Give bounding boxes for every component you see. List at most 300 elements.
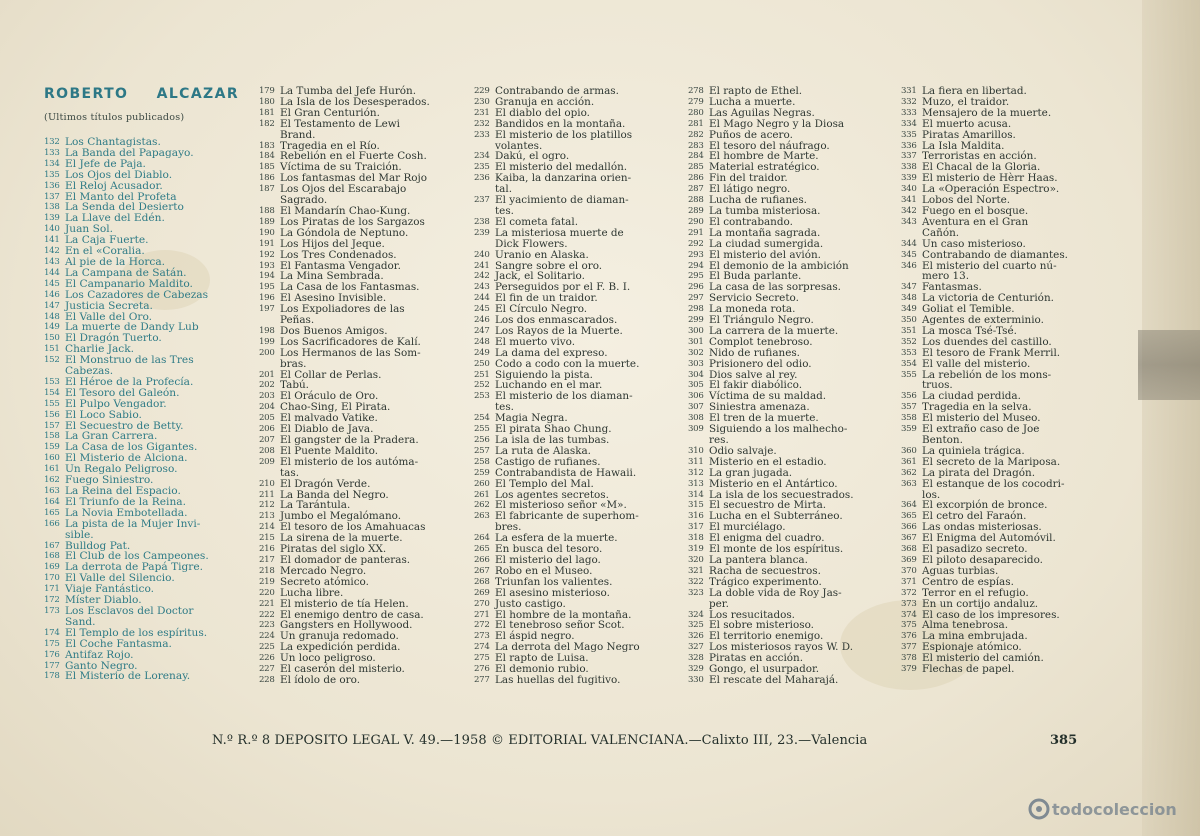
issue-title: Granuja en acción.: [495, 95, 595, 108]
issue-title: La victoria de Centurión.: [922, 292, 1054, 305]
issue-number: 333: [901, 107, 917, 118]
issue-number: 241: [474, 260, 490, 271]
issue-number: 195: [259, 282, 275, 293]
issue-title: Luchando en el mar.: [495, 379, 603, 392]
issue-number: 338: [901, 162, 917, 173]
issue-number: 242: [474, 271, 490, 282]
issue-number: 135: [44, 169, 60, 180]
issue-title: El hombre de Marte.: [709, 150, 819, 163]
issue-number: 375: [901, 620, 917, 631]
issue-title: La montaña sagrada.: [709, 226, 821, 239]
issue-number: 189: [259, 216, 275, 227]
issue-number: 357: [901, 402, 917, 413]
list-item: [259, 468, 464, 479]
issue-number: 370: [901, 565, 917, 576]
column-entries: [688, 86, 898, 686]
issue-number: 165: [44, 507, 60, 518]
issue-number: 341: [901, 195, 917, 206]
issue-number: 243: [474, 282, 490, 293]
issue-title: La quiniela trágica.: [922, 444, 1025, 457]
list-item: [259, 479, 464, 490]
issue-number: 353: [901, 347, 917, 358]
issue-title: Servicio Secreto.: [709, 292, 799, 305]
list-item: [259, 250, 464, 261]
issue-title: Fuego en el bosque.: [922, 204, 1029, 217]
issue-number: 319: [688, 544, 704, 555]
issue-title: El excorpión de bronce.: [922, 499, 1048, 512]
issue-number: 223: [259, 620, 275, 631]
issue-title: Gangsters en Hollywood.: [280, 619, 413, 632]
issue-title: El Club de los Campeones.: [65, 550, 209, 563]
issue-title: La Isla de los Desesperados.: [280, 95, 430, 108]
issue-number: 311: [688, 456, 704, 467]
issue-number: 264: [474, 533, 490, 544]
issue-number: 351: [901, 325, 917, 336]
issue-number: 307: [688, 402, 704, 413]
issue-title: Jumbo el Megalómano.: [280, 510, 402, 523]
list-item: [901, 359, 1111, 370]
list-item: [44, 181, 244, 192]
issue-title: Cabezas.: [65, 365, 114, 378]
issue-number: 290: [688, 216, 704, 227]
issue-title: Los agentes secretos.: [495, 488, 609, 501]
issue-number: 186: [259, 173, 275, 184]
issue-title: La Gran Carrera.: [65, 430, 158, 443]
issue-number: 334: [901, 118, 917, 129]
issue-number: 151: [44, 344, 60, 355]
issue-title: La Banda del Negro.: [280, 488, 389, 501]
issue-title: El diablo del opio.: [495, 106, 590, 119]
list-item: [44, 519, 244, 530]
issue-title: La Senda del Desierto: [65, 201, 184, 214]
issue-number: 349: [901, 304, 917, 315]
issue-number: 355: [901, 369, 917, 380]
issue-number: 298: [688, 304, 704, 315]
column-4: [688, 86, 898, 686]
list-item: [44, 650, 244, 661]
issue-number: 183: [259, 140, 275, 151]
issue-number: 178: [44, 671, 60, 682]
issue-number: 208: [259, 445, 275, 456]
page-number: 385: [1050, 733, 1078, 748]
issue-title: La carrera de la muerte.: [709, 324, 839, 337]
issue-number: 137: [44, 191, 60, 202]
issue-number: 210: [259, 478, 275, 489]
issue-title: El Loco Sabio.: [65, 408, 142, 421]
issue-number: 220: [259, 587, 275, 598]
issue-title: Terroristas en acción.: [922, 150, 1037, 163]
issue-number: 350: [901, 315, 917, 326]
issue-number: 175: [44, 638, 60, 649]
issue-number: 302: [688, 347, 704, 358]
issue-title: Piratas Amarillos.: [922, 128, 1016, 141]
issue-title: Racha de secuestros.: [709, 564, 821, 577]
issue-title: Sangre sobre el oro.: [495, 259, 603, 272]
issue-title: Prisionero del odio.: [709, 357, 812, 370]
column-2: [259, 86, 464, 686]
issue-title: El Mago Negro y la Diosa: [709, 117, 845, 130]
issue-number: 185: [259, 162, 275, 173]
issue-number: 145: [44, 278, 60, 289]
issue-title: Alma tenebrosa.: [922, 619, 1009, 632]
issue-number: 134: [44, 158, 60, 169]
issue-title: El valle del misterio.: [922, 357, 1031, 370]
issue-title: los.: [922, 488, 941, 501]
issue-number: 171: [44, 584, 60, 595]
list-item: [474, 239, 684, 250]
issue-title: El territorio enemigo.: [709, 630, 824, 643]
list-item: [44, 290, 244, 301]
issue-title: En busca del tesoro.: [495, 543, 603, 556]
issue-title: El murciélago.: [709, 521, 786, 534]
list-item: [259, 588, 464, 599]
issue-number: 205: [259, 413, 275, 424]
issue-number: 368: [901, 544, 917, 555]
issue-title: bras.: [280, 357, 307, 370]
issue-number: 335: [901, 129, 917, 140]
issue-title: El látigo negro.: [709, 183, 791, 196]
issue-title: Lucha en el Subterráneo.: [709, 510, 843, 523]
issue-title: El fakir diabólico.: [709, 379, 803, 392]
issue-title: El secreto de la Mariposa.: [922, 455, 1061, 468]
issue-title: El gangster de la Pradera.: [280, 434, 419, 446]
issue-number: 169: [44, 562, 60, 573]
issue-title: Los Ojos del Escarabajo: [280, 183, 407, 196]
issue-title: Los Piratas de los Sargazos: [280, 215, 425, 228]
issue-number: 376: [901, 631, 917, 642]
list-item: [901, 468, 1111, 479]
issue-title: La moneda rota.: [709, 303, 796, 316]
issue-title: El malvado Vatike.: [280, 412, 378, 425]
issue-title: Agentes de exterminio.: [922, 314, 1044, 327]
issue-title: Los dos enmascarados.: [495, 314, 618, 327]
issue-number: 339: [901, 173, 917, 184]
issue-title: Lucha de rufianes.: [709, 194, 807, 207]
issue-number: 276: [474, 664, 490, 675]
issue-number: 267: [474, 565, 490, 576]
issue-title: Los misteriosos rayos W. D.: [709, 641, 854, 654]
issue-title: El sobre misterioso.: [709, 619, 814, 632]
issue-number: 275: [474, 653, 490, 664]
issue-title: Los Cazadores de Cabezas: [65, 288, 209, 301]
issue-title: Charlie Jack.: [65, 343, 135, 356]
issue-number: 293: [688, 249, 704, 260]
issue-title: La Casa de los Fantasmas.: [280, 281, 420, 294]
issue-number: 160: [44, 453, 60, 464]
issue-title: La pirata del Dragón.: [922, 466, 1036, 479]
list-item: [688, 119, 898, 130]
column-entries: [44, 137, 244, 682]
issue-title: El yacimiento de diaman-: [495, 194, 629, 207]
issue-title: El Mandarín Chao-Kung.: [280, 204, 411, 217]
issue-title: Contrabando de armas.: [495, 85, 619, 97]
issue-title: El pirata Shao Chung.: [495, 423, 612, 436]
issue-number: 152: [44, 355, 60, 366]
issue-number: 229: [474, 86, 490, 96]
issue-title: El Pulpo Vengador.: [65, 397, 167, 410]
issue-number: 167: [44, 540, 60, 551]
list-item: [44, 639, 244, 650]
issue-number: 230: [474, 96, 490, 107]
issue-title: La Campana de Satán.: [65, 266, 187, 279]
list-item: [688, 468, 898, 479]
issue-title: Lucha a muerte.: [709, 95, 796, 108]
legal-footer: N.º R.º 8 DEPOSITO LEGAL V. 49.—1958 © EDITORIAL VALENCIANA.—Calixto III, 23.—Valencia: [212, 733, 868, 748]
issue-number: 193: [259, 260, 275, 271]
issue-title: Las Aguilas Negras.: [709, 106, 815, 119]
issue-number: 225: [259, 642, 275, 653]
issue-number: 247: [474, 325, 490, 336]
issue-title: Uranio en Alaska.: [495, 248, 589, 261]
issue-number: 246: [474, 315, 490, 326]
issue-number: 200: [259, 347, 275, 358]
issue-number: 177: [44, 660, 60, 671]
issue-title: El misterio del camión.: [922, 652, 1044, 665]
issue-title: Sand.: [65, 615, 96, 628]
issue-title: El asesino misterioso.: [495, 586, 610, 599]
issue-number: 226: [259, 653, 275, 664]
issue-number: 296: [688, 282, 704, 293]
issue-title: El Valle del Oro.: [65, 310, 153, 323]
issue-number: 143: [44, 256, 60, 267]
issue-number: 315: [688, 500, 704, 511]
issue-number: 297: [688, 293, 704, 304]
issue-number: 342: [901, 205, 917, 216]
issue-title: sible.: [65, 528, 94, 541]
issue-title: El muerto acusa.: [922, 117, 1012, 130]
issue-number: 268: [474, 576, 490, 587]
issue-number: 184: [259, 151, 275, 162]
issue-title: tal.: [495, 183, 512, 196]
issue-number: 261: [474, 489, 490, 500]
issue-number: 373: [901, 598, 917, 609]
issue-title: Jack, el Solitario.: [495, 270, 585, 283]
issue-title: La pista de la Mujer Invi-: [65, 517, 201, 530]
issue-title: La Isla Maldita.: [922, 139, 1005, 152]
issue-number: 196: [259, 293, 275, 304]
issue-number: 306: [688, 391, 704, 402]
issue-number: 358: [901, 413, 917, 424]
issue-number: 279: [688, 96, 704, 107]
issue-number: 347: [901, 282, 917, 293]
issue-title: El Templo de los espíritus.: [65, 626, 208, 639]
issue-title: Piratas del siglo XX.: [280, 543, 387, 556]
issue-number: 174: [44, 627, 60, 638]
list-item: [474, 250, 684, 261]
issue-number: 155: [44, 398, 60, 409]
issue-number: 269: [474, 587, 490, 598]
issue-title: Flechas de papel.: [922, 663, 1015, 676]
issue-number: 156: [44, 409, 60, 420]
issue-title: tes.: [495, 401, 514, 414]
issue-title: Gongo, el usurpador.: [709, 663, 820, 676]
issue-title: El Triángulo Negro.: [709, 314, 814, 327]
column-5: [901, 86, 1111, 675]
issue-title: El Jefe de Paja.: [65, 157, 146, 170]
issue-number: 369: [901, 554, 917, 565]
issue-number: 215: [259, 533, 275, 544]
issue-title: El Buda parlante.: [709, 270, 802, 283]
issue-title: La casa de las sorpresas.: [709, 281, 841, 294]
issue-number: 340: [901, 184, 917, 195]
issue-number: 364: [901, 500, 917, 511]
issue-title: Goliat el Temible.: [922, 303, 1015, 316]
issue-title: res.: [709, 434, 729, 446]
issue-number: 330: [688, 674, 704, 685]
issue-number: 190: [259, 227, 275, 238]
issue-title: El áspid negro.: [495, 630, 575, 643]
issue-title: tes.: [495, 204, 514, 217]
issue-number: 157: [44, 420, 60, 431]
issue-title: El Misterio de Lorenay.: [65, 670, 191, 683]
issue-number: 209: [259, 456, 275, 467]
issue-title: Codo a codo con la muerte.: [495, 357, 640, 370]
issue-number: 187: [259, 184, 275, 195]
issue-title: Chao-Sing, El Pirata.: [280, 401, 391, 414]
issue-number: 142: [44, 246, 60, 257]
issue-title: El enemigo dentro de casa.: [280, 608, 424, 621]
issue-number: 166: [44, 518, 60, 529]
issue-title: Tabú.: [280, 379, 309, 392]
watermark: todocoleccion: [1052, 800, 1177, 819]
issue-number: 259: [474, 467, 490, 478]
issue-number: 201: [259, 369, 275, 380]
issue-title: El fabricante de superhom-: [495, 510, 639, 523]
series-subtitle: (Ultimos títulos publicados): [44, 112, 185, 123]
issue-title: Centro de espías.: [922, 575, 1014, 588]
issue-number: 313: [688, 478, 704, 489]
list-item: [259, 239, 464, 250]
issue-title: Bandidos en la montaña.: [495, 117, 626, 130]
issue-title: El misterio del medallón.: [495, 161, 628, 174]
issue-title: La tumba misteriosa.: [709, 204, 821, 217]
issue-title: El Tesoro del Galeón.: [65, 386, 180, 399]
issue-number: 192: [259, 249, 275, 260]
issue-title: La doble vida de Roy Jas-: [709, 586, 842, 599]
issue-title: Los Ojos del Diablo.: [65, 168, 173, 181]
list-item: [901, 239, 1111, 250]
list-item: [901, 250, 1111, 261]
issue-number: 262: [474, 500, 490, 511]
issue-number: 238: [474, 216, 490, 227]
issue-number: 255: [474, 424, 490, 435]
issue-number: 148: [44, 311, 60, 322]
issue-title: La Novia Embotellada.: [65, 506, 188, 519]
issue-number: 374: [901, 609, 917, 620]
issue-title: Al pie de la Horca.: [65, 255, 165, 268]
issue-title: Víctima de su maldad.: [709, 390, 827, 403]
issue-title: Peñas.: [280, 314, 315, 327]
issue-number: 289: [688, 205, 704, 216]
issue-number: 329: [688, 664, 704, 675]
issue-number: 312: [688, 467, 704, 478]
issue-number: 284: [688, 151, 704, 162]
issue-number: 140: [44, 224, 60, 235]
issue-number: 180: [259, 96, 275, 107]
issue-title: Los Rayos de la Muerte.: [495, 324, 623, 337]
issue-title: La muerte de Dandy Lub: [65, 321, 199, 334]
issue-title: La Tumba del Jefe Hurón.: [280, 85, 417, 97]
issue-number: 194: [259, 271, 275, 282]
issue-title: Brand.: [280, 128, 316, 141]
list-item: [901, 130, 1111, 141]
issue-number: 202: [259, 380, 275, 391]
issue-title: Castigo de rufianes.: [495, 455, 601, 468]
issue-number: 204: [259, 402, 275, 413]
issue-title: Siguiendo la pista.: [495, 368, 593, 381]
list-item: [474, 119, 684, 130]
issue-title: La isla de los secuestrados.: [709, 488, 854, 501]
issue-title: Fuego Siniestro.: [65, 474, 154, 487]
issue-title: Juan Sol.: [65, 223, 113, 236]
issue-title: El contrabando.: [709, 215, 793, 228]
issue-number: 295: [688, 271, 704, 282]
issue-title: El Dragón Tuerto.: [65, 332, 162, 345]
issue-number: 216: [259, 544, 275, 555]
issue-number: 162: [44, 475, 60, 486]
issue-title: Las huellas del fugitivo.: [495, 673, 621, 686]
issue-title: Espionaje atómico.: [922, 641, 1022, 654]
issue-number: 170: [44, 573, 60, 584]
issue-number: 281: [688, 118, 704, 129]
issue-title: El tesoro de Frank Merril.: [922, 346, 1061, 359]
issue-number: 283: [688, 140, 704, 151]
issue-number: 274: [474, 642, 490, 653]
issue-number: 331: [901, 86, 917, 96]
issue-number: 270: [474, 598, 490, 609]
issue-number: 244: [474, 293, 490, 304]
issue-title: En el «Coralia.: [65, 245, 145, 258]
issue-title: Material estratégico.: [709, 161, 820, 174]
issue-number: 372: [901, 587, 917, 598]
list-item: [474, 359, 684, 370]
issue-number: 348: [901, 293, 917, 304]
issue-number: 179: [259, 86, 275, 96]
issue-title: Cañón.: [922, 226, 960, 239]
issue-number: 158: [44, 431, 60, 442]
issue-title: El Campanario Maldito.: [65, 277, 193, 290]
issue-title: Dick Flowers.: [495, 237, 568, 250]
column-entries: [474, 86, 684, 686]
issue-title: El cetro del Faraón.: [922, 510, 1027, 523]
issue-title: El misterio del avión.: [709, 248, 821, 261]
issue-title: Dios salve al rey.: [709, 368, 798, 381]
issue-number: 207: [259, 435, 275, 445]
watermark-logo-icon: [1028, 798, 1050, 820]
issue-number: 321: [688, 565, 704, 576]
issue-number: 224: [259, 631, 275, 642]
issue-number: 354: [901, 358, 917, 369]
list-item: [901, 599, 1111, 610]
issue-number: 266: [474, 554, 490, 565]
issue-title: Las ondas misteriosas.: [922, 521, 1042, 534]
issue-number: 168: [44, 551, 60, 562]
issue-title: Muzo, el traidor.: [922, 95, 1010, 108]
issue-number: 191: [259, 238, 275, 249]
issue-title: Tragedia en la selva.: [922, 401, 1032, 414]
issue-title: La Góndola de Neptuno.: [280, 226, 409, 239]
issue-title: El misterio del cuarto nú-: [922, 259, 1057, 272]
issue-number: 203: [259, 391, 275, 402]
issue-number: 251: [474, 369, 490, 380]
issue-title: volantes.: [495, 139, 543, 152]
issue-number: 199: [259, 336, 275, 347]
issue-number: 132: [44, 137, 60, 147]
issue-title: Siguiendo a los malhecho-: [709, 423, 848, 436]
issue-title: truos.: [922, 379, 953, 392]
issue-number: 271: [474, 609, 490, 620]
issue-number: 344: [901, 238, 917, 249]
